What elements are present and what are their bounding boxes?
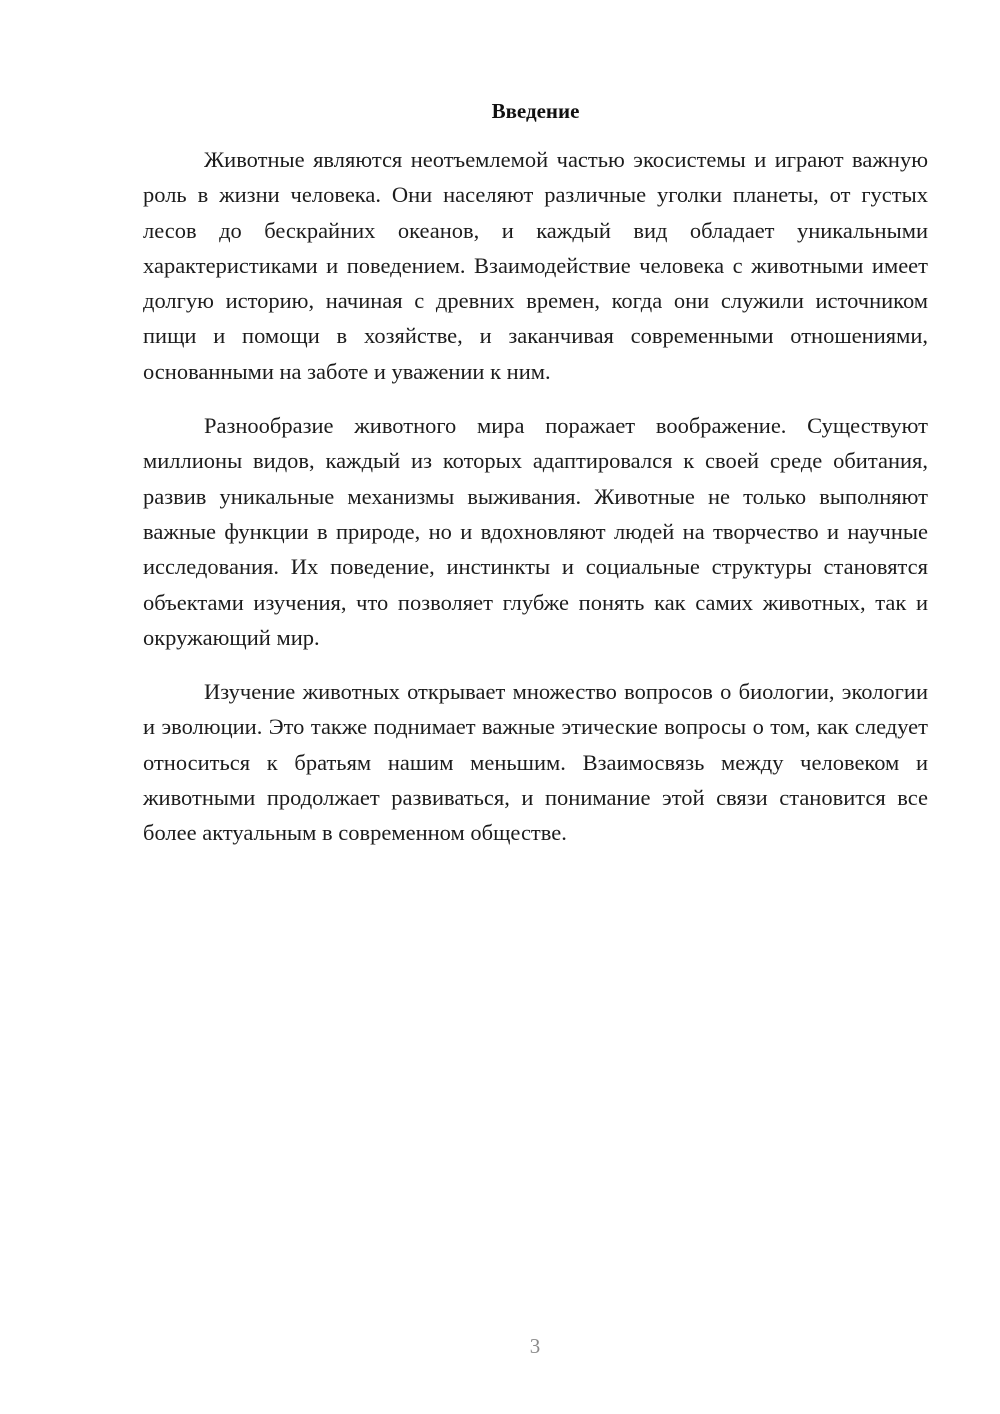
paragraph-3: Изучение животных открывает множество вопросов о биологии, экологии и эволюции. Это также поднимает важные этические вопросы о том, как следует относиться к братьям нашим меньшим. Взаимосвязь между человеком и животными продолжает развиваться, и понимание этой связи становится все более актуальным в современном обществе. — [143, 679, 928, 846]
section-title: Введение — [491, 99, 580, 123]
paragraph-1: Животные являются неотъемлемой частью экосистемы и играют важную роль в жизни человека. Они населяют различные уголки планеты, от густых лесов до бескрайних океанов, и каждый вид обладает уникальными характеристиками и поведением. Взаимодействие человека с животными имеет долгую историю, начиная с древних времен, когда они служили источником пищи и помощи в хозяйстве, и заканчивая современными отношениями, основанными на заботе и уважении к ним. — [143, 147, 928, 384]
page-number: 3 — [529, 1334, 541, 1358]
page-content — [143, 96, 928, 851]
paragraph-2: Разнообразие животного мира поражает воображение. Существуют миллионы видов, каждый из которых адаптировался к своей среде обитания, развив уникальные механизмы выживания. Животные не только выполняют важные функции в природе, но и вдохновляют людей на творчество и научные исследования. Их поведение, инстинкты и социальные структуры становятся объектами изучения, что позволяет глубже понять как самих животных, так и окружающий мир. — [143, 413, 928, 650]
